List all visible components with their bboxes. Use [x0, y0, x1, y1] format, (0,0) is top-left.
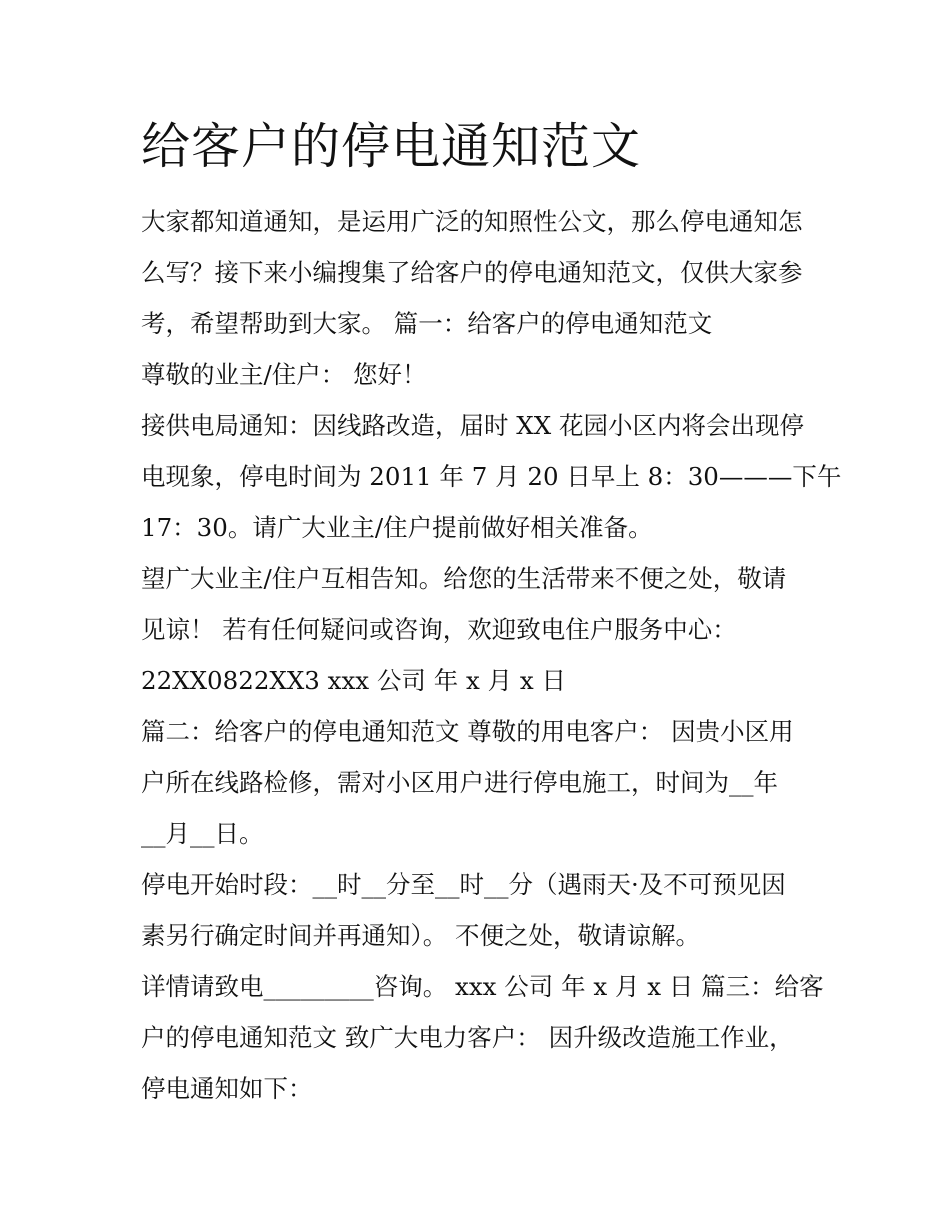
body-line: 篇二：给客户的停电通知范文 尊敬的用电客户： 因贵小区用	[141, 717, 794, 746]
body-line: 户所在线路检修，需对小区用户进行停电施工，时间为__年	[141, 768, 778, 797]
body-line: 素另行确定时间并再通知）。 不便之处，敬请谅解。	[141, 921, 701, 950]
body-line: 22XX0822XX3 xxx 公司 年 x 月 x 日	[141, 666, 566, 695]
body-line: 么写？接下来小编搜集了给客户的停电通知范文，仅供大家参	[141, 258, 803, 287]
body-line: 停电通知如下：	[141, 1074, 313, 1103]
document-title: 给客户的停电通知范文	[141, 118, 642, 175]
body-line: 停电开始时段：__时__分至__时__分（遇雨天·及不可预见因	[141, 870, 786, 899]
body-line: 大家都知道通知，是运用广泛的知照性公文，那么停电通知怎	[141, 207, 803, 236]
body-line: 17：30。请广大业主/住户提前做好相关准备。	[141, 513, 653, 542]
document-body	[141, 196, 842, 1114]
body-line: 详情请致电_________咨询。 xxx 公司 年 x 月 x 日 篇三：给客	[141, 972, 824, 1001]
body-line: 电现象，停电时间为 2011 年 7 月 20 日早上 8：30———下午	[141, 462, 842, 491]
body-line: __月__日。	[141, 819, 264, 848]
body-line: 尊敬的业主/住户： 您好！	[141, 360, 427, 389]
body-line: 见谅！ 若有任何疑问或咨询，欢迎致电住户服务中心：	[141, 615, 737, 644]
body-line: 考，希望帮助到大家。 篇一：给客户的停电通知范文	[141, 309, 713, 338]
body-line: 接供电局通知：因线路改造，届时 XX 花园小区内将会出现停	[141, 411, 804, 440]
body-line: 户的停电通知范文 致广大电力客户： 因升级改造施工作业，	[141, 1023, 794, 1052]
body-line: 望广大业主/住户互相告知。给您的生活带来不便之处，敬请	[141, 564, 787, 593]
